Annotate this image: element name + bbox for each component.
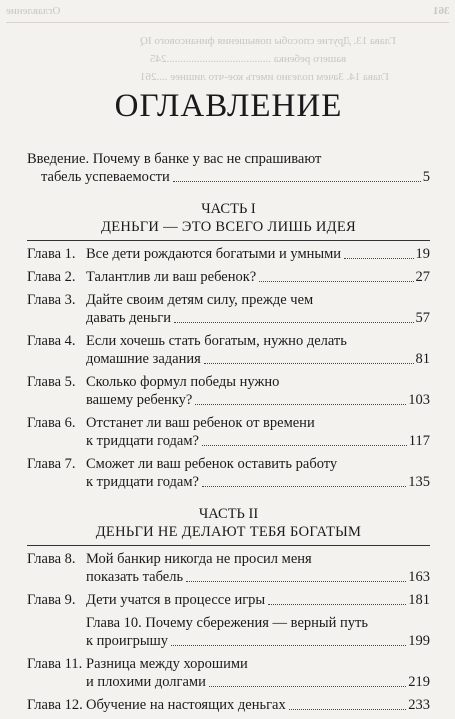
part-rule [27, 545, 430, 546]
leader-dots [268, 604, 406, 605]
toc-entry[interactable] [27, 414, 430, 450]
chapter-number: Глава 2. [27, 269, 76, 286]
toc-intro[interactable] [27, 150, 430, 186]
chapter-title-line2: вашему ребенку? [86, 392, 193, 409]
leader-dots [195, 404, 406, 405]
toc-entry[interactable] [27, 614, 430, 650]
leader-dots [186, 581, 406, 582]
page-number: 181 [408, 592, 430, 609]
toc-page [27, 86, 430, 719]
intro-line2: табель успеваемости [41, 169, 170, 185]
mirrored-page-number: 361 [432, 5, 449, 17]
page-number: 117 [408, 433, 430, 450]
toc-entry[interactable] [27, 268, 430, 286]
chapter-number: Глава 7. [27, 456, 76, 473]
chapter-title-line2: давать деньги [86, 310, 171, 327]
leader-dots [202, 486, 406, 487]
chapter-title-line2: и плохими долгами [86, 674, 206, 691]
bleed-line: Глава 14. Зачем полезно иметь кое-что лишнее ....261 [140, 71, 389, 83]
toc-entry[interactable] [27, 455, 430, 491]
chapter-title-line1: Глава 10. Почему сбережения — верный путь [86, 615, 368, 632]
part-label: ЧАСТЬ I [201, 201, 256, 217]
leader-dots [171, 645, 406, 646]
leader-dots [173, 181, 421, 182]
toc-entry[interactable] [27, 550, 430, 586]
part-heading [27, 200, 430, 236]
chapter-title-line1: Отстанет ли ваш ребенок от времени [86, 415, 315, 432]
leader-dots [209, 686, 406, 687]
leader-dots [204, 363, 414, 364]
leader-dots [259, 281, 413, 282]
chapter-title-line1: Разница между хорошими [86, 656, 248, 673]
page-number: 219 [408, 674, 430, 691]
chapter-title: Дети учатся в процессе игры [86, 592, 266, 609]
intro-page: 5 [422, 169, 430, 185]
mirrored-running-title: Оглавление [6, 5, 61, 17]
page-number: 199 [408, 633, 430, 650]
chapter-number: Глава 9. [27, 592, 76, 609]
leader-dots [344, 258, 413, 259]
leader-dots [202, 445, 407, 446]
leader-dots [289, 709, 407, 710]
page-number: 135 [408, 474, 430, 491]
part-rule [27, 240, 430, 241]
chapter-title: Талантлив ли ваш ребенок? [86, 269, 257, 286]
chapter-title-line2: к тридцати годам? [86, 474, 199, 491]
toc-entry[interactable] [27, 655, 430, 691]
toc-entry[interactable] [27, 245, 430, 263]
chapter-number: Глава 3. [27, 292, 76, 309]
page-number: 81 [415, 351, 430, 368]
toc-entry[interactable] [27, 373, 430, 409]
part-heading [27, 505, 430, 541]
toc-entry[interactable] [27, 291, 430, 327]
chapter-number: Глава 8. [27, 551, 76, 568]
bleed-line: вашего ребенка ......................................245 [150, 53, 347, 65]
chapter-title-line2: к проигрышу [86, 633, 169, 650]
chapter-title: Все дети рождаются богатыми и умными [86, 246, 342, 263]
part-label: ЧАСТЬ II [198, 506, 259, 523]
chapter-number: Глава 12. [27, 697, 83, 714]
page-number: 103 [408, 392, 430, 409]
chapter-title-line1: Сколько формул победы нужно [86, 374, 280, 391]
intro-line1: Введение. Почему в банке у вас не спрашивают [27, 151, 322, 167]
mirrored-header-rule [6, 22, 449, 23]
bleed-line: Глава 13. Другие способы повышения финансового IQ [140, 35, 396, 47]
chapter-title-line1: Дайте своим детям силу, прежде чем [86, 292, 314, 309]
toc-entry[interactable] [27, 332, 430, 368]
chapter-title-line1: Если хочешь стать богатым, нужно делать [86, 333, 347, 350]
chapter-number: Глава 11. [27, 656, 83, 673]
chapter-title-line1: Сможет ли ваш ребенок оставить работу [86, 456, 338, 473]
chapter-title-line1: Мой банкир никогда не просил меня [86, 551, 312, 568]
chapter-number: Глава 5. [27, 374, 76, 391]
chapter-number: Глава 6. [27, 415, 76, 432]
page-number: 233 [408, 697, 430, 714]
part-name: ДЕНЬГИ — ЭТО ВСЕГО ЛИШЬ ИДЕЯ [101, 219, 356, 235]
page-number: 57 [415, 310, 430, 327]
part-name: ДЕНЬГИ НЕ ДЕЛАЮТ ТЕБЯ БОГАТЫМ [95, 524, 362, 541]
chapter-title-line2: показать табель [86, 569, 184, 586]
chapter-title-line2: домашние задания [86, 351, 201, 368]
toc-title: ОГЛАВЛЕНИЕ [114, 88, 343, 124]
chapter-title-line2: к тридцати годам? [86, 433, 199, 450]
chapter-number: Глава 4. [27, 333, 76, 350]
leader-dots [174, 322, 414, 323]
toc-entry[interactable] [27, 696, 430, 714]
page-number: 163 [408, 569, 430, 586]
chapter-number: Глава 1. [27, 246, 76, 263]
page-number: 27 [415, 269, 430, 286]
chapter-title: Обучение на настоящих деньгах [86, 697, 286, 714]
page-number: 19 [415, 246, 430, 263]
toc-entry[interactable] [27, 591, 430, 609]
